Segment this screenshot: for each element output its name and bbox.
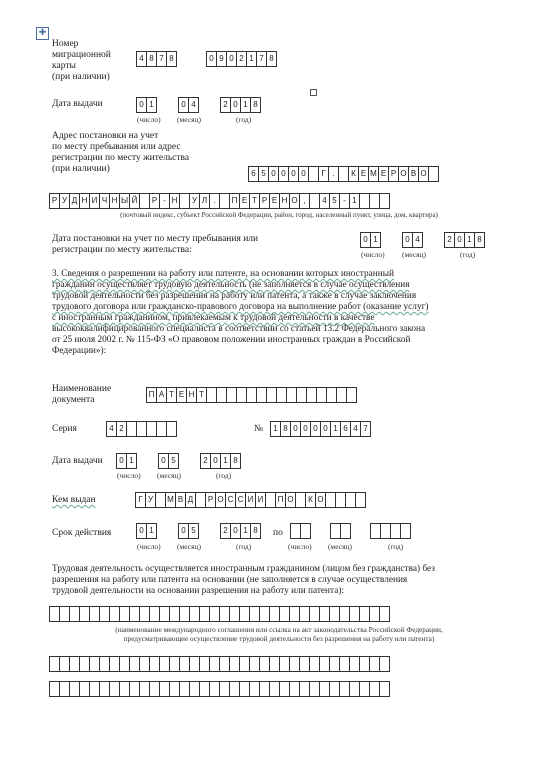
doc-issue-day[interactable] (116, 453, 136, 469)
issued-by-label: Кем выдан (52, 495, 96, 505)
char-cell[interactable]: 0 (210, 453, 221, 469)
char-cell[interactable]: 4 (350, 421, 361, 437)
char-cell[interactable]: И (89, 193, 100, 209)
basis-row-1[interactable] (49, 606, 389, 622)
char-cell[interactable]: 0 (298, 166, 309, 182)
char-cell[interactable]: 0 (360, 232, 371, 248)
char-cell[interactable]: 0 (136, 97, 147, 113)
char-cell[interactable]: У (59, 193, 70, 209)
char-cell[interactable]: И (255, 492, 266, 508)
issued-by-field[interactable] (135, 492, 365, 508)
char-cell[interactable]: Ч (99, 193, 110, 209)
char-cell[interactable]: К (348, 166, 359, 182)
char-cell[interactable]: 0 (300, 421, 311, 437)
char-cell[interactable]: 0 (116, 453, 127, 469)
char-cell[interactable]: 7 (256, 51, 267, 67)
char-cell[interactable]: 0 (290, 421, 301, 437)
char-cell[interactable]: 7 (360, 421, 371, 437)
char-cell[interactable]: Р (205, 492, 216, 508)
char-cell[interactable]: . (209, 193, 220, 209)
char-cell[interactable]: В (175, 492, 186, 508)
char-cell[interactable] (379, 193, 390, 209)
char-cell[interactable]: 1 (146, 523, 157, 539)
char-cell[interactable]: Е (378, 166, 389, 182)
section-3-paragraph: 3. Сведения о разрешении на работу или патенте, на основании которых иностранный гражданин осуществляет трудовую деятельность (не заполняется в случае осуществления трудовой деятельности без разрешения на работу или патента, а также в случае заключения трудового договора или гражданско-правового договора на выполнение работ (оказание услуг) с иностранным гражданином, привлекаемым к трудовой деятельности в качестве высококвалифицированного специалиста в соответствии со статьей 13.2 Федерального закона от 25 июля 2002 г. № 115-ФЗ «О правовом положении иностранных граждан в Российской Федерации»): (52, 269, 429, 356)
char-cell[interactable]: О (315, 492, 326, 508)
char-cell[interactable]: М (165, 492, 176, 508)
char-cell[interactable]: Н (169, 193, 180, 209)
char-cell[interactable]: П (146, 387, 157, 403)
char-cell[interactable]: 8 (266, 51, 277, 67)
char-cell[interactable]: 0 (158, 453, 169, 469)
anchor-square-icon (310, 89, 317, 96)
char-cell[interactable]: 1 (146, 97, 157, 113)
doc-issue-year[interactable] (200, 453, 240, 469)
char-cell[interactable]: У (189, 193, 200, 209)
char-cell[interactable]: Г (135, 492, 146, 508)
char-cell[interactable]: О (215, 492, 226, 508)
series-field[interactable] (106, 421, 176, 437)
char-cell[interactable]: 1 (220, 453, 231, 469)
char-cell[interactable]: 5 (258, 166, 269, 182)
char-cell[interactable]: 0 (278, 166, 289, 182)
move-handle-icon[interactable]: ✚ (36, 27, 49, 40)
char-cell[interactable]: Г (318, 166, 329, 182)
char-cell[interactable]: 1 (349, 193, 360, 209)
char-cell[interactable]: П (275, 492, 286, 508)
char-cell[interactable]: 4 (412, 232, 423, 248)
basis-hint: (наименование международного соглашения или ссылка на акт законодательства Российской Федерации, предусматривающие осуществление трудовой деятельности без разрешения на работу или патента) (115, 625, 443, 643)
char-cell[interactable]: 0 (178, 97, 189, 113)
char-cell[interactable] (379, 656, 390, 672)
char-cell[interactable] (400, 523, 411, 539)
registration-date-day[interactable] (360, 232, 380, 248)
char-cell[interactable]: Л (199, 193, 210, 209)
char-cell[interactable]: 1 (240, 97, 251, 113)
series-label: Серия (52, 424, 77, 434)
char-cell[interactable]: 2 (200, 453, 211, 469)
issue-date-year[interactable] (220, 97, 260, 113)
char-cell[interactable]: Е (269, 193, 280, 209)
char-cell[interactable]: 1 (464, 232, 475, 248)
char-cell[interactable]: Р (49, 193, 60, 209)
char-cell[interactable]: 5 (168, 453, 179, 469)
char-cell[interactable]: 0 (136, 523, 147, 539)
number-sign: № (254, 424, 264, 434)
char-cell[interactable]: . (328, 166, 339, 182)
char-cell[interactable]: Е (239, 193, 250, 209)
char-cell[interactable] (355, 492, 366, 508)
char-cell[interactable]: 2 (444, 232, 455, 248)
char-cell[interactable]: Н (79, 193, 90, 209)
char-cell[interactable]: 8 (250, 97, 261, 113)
validity-from-year[interactable] (220, 523, 260, 539)
char-cell[interactable]: О (398, 166, 409, 182)
char-cell[interactable]: - (339, 193, 350, 209)
migration-card-number[interactable] (206, 51, 276, 67)
month-hint: (месяц) (402, 250, 427, 259)
char-cell[interactable]: А (156, 387, 167, 403)
month-hint: (месяц) (328, 542, 353, 551)
registration-date-year[interactable] (444, 232, 484, 248)
char-cell[interactable]: 0 (230, 97, 241, 113)
char-cell[interactable]: 6 (340, 421, 351, 437)
char-cell[interactable]: 1 (126, 453, 137, 469)
char-cell[interactable]: 1 (240, 523, 251, 539)
month-hint: (месяц) (177, 542, 202, 551)
address-hint: (почтовый индекс, субъект Российской Федерации, район, город, населенный пункт, улица, дом, квартира) (120, 211, 438, 219)
char-cell[interactable]: У (145, 492, 156, 508)
char-cell[interactable]: Д (185, 492, 196, 508)
document-name-field[interactable] (146, 387, 356, 403)
doc-issue-date-label: Дата выдачи (52, 456, 103, 466)
registration-date-month[interactable] (402, 232, 422, 248)
doc-issue-month[interactable] (158, 453, 178, 469)
month-hint: (месяц) (177, 115, 202, 124)
char-cell[interactable]: 2 (236, 51, 247, 67)
char-cell[interactable]: О (418, 166, 429, 182)
char-cell[interactable]: 0 (310, 421, 321, 437)
char-cell[interactable]: М (368, 166, 379, 182)
char-cell[interactable]: Е (358, 166, 369, 182)
char-cell[interactable]: 2 (116, 421, 127, 437)
char-cell[interactable]: 0 (178, 523, 189, 539)
year-hint: (год) (236, 542, 252, 551)
char-cell[interactable]: Р (388, 166, 399, 182)
char-cell[interactable]: Н (109, 193, 120, 209)
char-cell[interactable]: 1 (270, 421, 281, 437)
year-hint: (год) (460, 250, 476, 259)
char-cell[interactable]: 4 (106, 421, 117, 437)
year-hint: (год) (236, 115, 252, 124)
char-cell[interactable]: Ы (119, 193, 130, 209)
char-cell[interactable]: 2 (220, 523, 231, 539)
no-permit-paragraph: Трудовая деятельность осуществляется иностранным гражданином (лицом без гражданства) без разрешения на работу или патента на основании (не заполняется в случае осуществления трудовой деятельности на основании разрешения на работу или патента): (52, 564, 435, 596)
char-cell[interactable]: И (245, 492, 256, 508)
char-cell[interactable]: 4 (136, 51, 147, 67)
char-cell[interactable]: О (285, 492, 296, 508)
registration-date-label: Дата постановки на учет по месту пребывания или регистрации по месту жительства: (52, 234, 259, 255)
char-cell[interactable]: 8 (474, 232, 485, 248)
char-cell[interactable] (379, 681, 390, 697)
char-cell[interactable]: 1 (370, 232, 381, 248)
char-cell[interactable]: 2 (220, 97, 231, 113)
validity-to-month[interactable] (330, 523, 350, 539)
validity-from-month[interactable] (178, 523, 198, 539)
address-line-1[interactable] (248, 166, 438, 182)
char-cell[interactable]: 9 (216, 51, 227, 67)
char-cell[interactable]: Е (176, 387, 187, 403)
char-cell[interactable]: Р (149, 193, 160, 209)
address-label: Адрес постановки на учет по месту пребывания или адрес регистрации по месту жительства (при наличии) (52, 131, 190, 174)
validity-label: Срок действия (52, 528, 112, 538)
char-cell[interactable]: , (299, 193, 310, 209)
char-cell[interactable]: 8 (280, 421, 291, 437)
char-cell[interactable]: В (408, 166, 419, 182)
number-field[interactable] (270, 421, 370, 437)
day-hint: (число) (137, 115, 161, 124)
char-cell[interactable]: 0 (268, 166, 279, 182)
char-cell[interactable] (379, 606, 390, 622)
char-cell[interactable]: 6 (248, 166, 259, 182)
document-name-label: Наименование документа (52, 384, 112, 405)
migration-card-series[interactable] (136, 51, 176, 67)
char-cell[interactable]: 5 (329, 193, 340, 209)
day-hint: (число) (137, 542, 161, 551)
address-line-2[interactable] (49, 193, 389, 209)
char-cell[interactable]: Н (186, 387, 197, 403)
char-cell[interactable]: О (289, 193, 300, 209)
char-cell[interactable]: 8 (230, 453, 241, 469)
char-cell[interactable]: Т (166, 387, 177, 403)
day-hint: (число) (117, 471, 141, 480)
char-cell[interactable]: Т (196, 387, 207, 403)
validity-to-label: по (273, 528, 283, 538)
issue-date-day[interactable] (136, 97, 156, 113)
char-cell[interactable]: 1 (330, 421, 341, 437)
char-cell[interactable]: 8 (166, 51, 177, 67)
char-cell[interactable]: 0 (230, 523, 241, 539)
char-cell[interactable]: 0 (206, 51, 217, 67)
char-cell[interactable] (166, 421, 177, 437)
validity-from-day[interactable] (136, 523, 156, 539)
char-cell[interactable]: 0 (402, 232, 413, 248)
char-cell[interactable]: 4 (319, 193, 330, 209)
char-cell[interactable] (428, 166, 439, 182)
issue-date-month[interactable] (178, 97, 198, 113)
char-cell[interactable]: Й (129, 193, 140, 209)
char-cell[interactable]: 0 (288, 166, 299, 182)
day-hint: (число) (361, 250, 385, 259)
issue-date-label: Дата выдачи (52, 99, 103, 109)
char-cell[interactable] (300, 523, 311, 539)
char-cell[interactable]: Т (249, 193, 260, 209)
char-cell[interactable]: П (229, 193, 240, 209)
char-cell[interactable]: 1 (246, 51, 257, 67)
char-cell[interactable] (340, 523, 351, 539)
char-cell[interactable]: 8 (250, 523, 261, 539)
year-hint: (год) (388, 542, 404, 551)
char-cell[interactable]: 5 (188, 523, 199, 539)
char-cell[interactable]: Р (259, 193, 270, 209)
basis-row-3[interactable] (49, 681, 389, 697)
char-cell[interactable]: С (225, 492, 236, 508)
char-cell[interactable]: 4 (188, 97, 199, 113)
char-cell[interactable]: Н (279, 193, 290, 209)
day-hint: (число) (288, 542, 312, 551)
basis-row-2[interactable] (49, 656, 389, 672)
char-cell[interactable] (346, 387, 357, 403)
migration-card-label: Номер миграционной карты (при наличии) (52, 39, 111, 82)
char-cell[interactable]: К (305, 492, 316, 508)
year-hint: (год) (216, 471, 232, 480)
char-cell[interactable]: Д (69, 193, 80, 209)
validity-to-day[interactable] (290, 523, 310, 539)
char-cell[interactable]: 7 (156, 51, 167, 67)
char-cell[interactable]: 0 (454, 232, 465, 248)
char-cell[interactable]: - (159, 193, 170, 209)
month-hint: (месяц) (157, 471, 182, 480)
char-cell[interactable]: 0 (320, 421, 331, 437)
char-cell[interactable]: 8 (146, 51, 157, 67)
char-cell[interactable]: 0 (226, 51, 237, 67)
validity-to-year[interactable] (370, 523, 410, 539)
char-cell[interactable]: С (235, 492, 246, 508)
